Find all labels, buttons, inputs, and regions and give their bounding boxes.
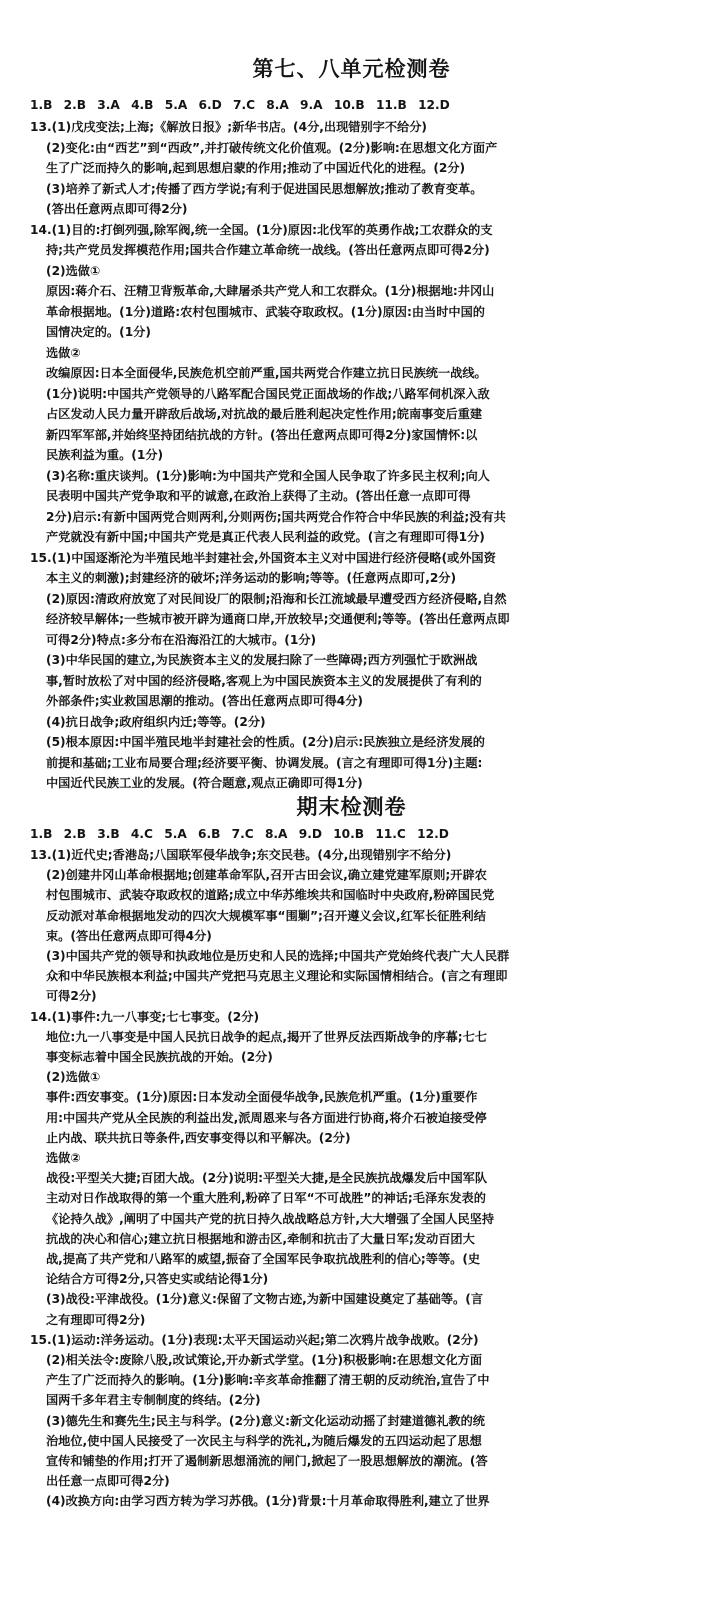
section-title-final-exam: 期末检测卷 xyxy=(296,795,407,819)
answer-line: 国情决定的。(1分) xyxy=(46,325,151,339)
answer-line: (3)培养了新式人才;传播了西方学说;有利于促进国民思想解放;推动了教育变革。 xyxy=(46,181,483,196)
answer-line: 束。(答出任意两点即可得4分) xyxy=(46,928,212,943)
answer-line: 产生了广泛而持久的影响。(1分)影响:辛亥革命推翻了清王朝的反动统治,宣告了中 xyxy=(46,1373,490,1388)
answer-line: (答出任意两点即可得2分) xyxy=(46,202,188,216)
answer-line: 战役:平型关大捷;百团大战。(2分)说明:平型关大捷,是全民族抗战爆发后中国军队 xyxy=(46,1171,488,1186)
answer-line: (2)选做① xyxy=(46,1070,101,1085)
answer-line: (3)中华民国的建立,为民族资本主义的发展扫除了一些障碍;西方列强忙于欧洲战 xyxy=(46,653,478,667)
answer-line: 事,暂时放松了对中国的经济侵略,客观上为中国民族资本主义的发展提供了有利的 xyxy=(46,673,482,688)
answer-line: 经济较早解体;一些城市被开辟为通商口岸,开放较早;交通便利;等等。(答出任意两点即 xyxy=(46,612,510,626)
answer-line: 主动对日作战取得的第一个重大胜利,粉碎了日军“不可战胜”的神话;毛泽东发表的 xyxy=(46,1191,486,1206)
answer-line: (3)战役:平津战役。(1分)意义:保留了文物古迹,为新中国建设奠定了基础等。(言 xyxy=(46,1292,483,1307)
answer-line: (1分)说明:中国共产党领导的八路军配合国民党正面战场的作战;八路军伺机深入敌 xyxy=(46,386,490,401)
answer-line: 外部条件;实业救国思潮的推动。(答出任意两点即可得4分) xyxy=(46,694,363,708)
section-title-unit-7-8: 第七、八单元检测卷 xyxy=(252,57,451,81)
answer-line: 占区发动人民力量开辟敌后战场,对抗战的最后胜利起决定性作用;皖南事变后重建 xyxy=(46,407,483,421)
answer-line: 国两千多年君主专制制度的终结。(2分) xyxy=(46,1393,261,1408)
answer-line: 生了广泛而持久的影响,起到思想启蒙的作用;推动了中国近代化的进程。(2分) xyxy=(46,161,466,175)
answer-line: 选做② xyxy=(46,345,81,360)
answer-line: 民族利益为重。(1分) xyxy=(46,448,164,462)
answer-line: 事件:西安事变。(1分)原因:日本发动全面侵华战争,民族危机严重。(1分)重要作 xyxy=(46,1090,478,1105)
answer-line: 战,提高了共产党和八路军的威望,振奋了全国军民争取抗战胜利的信心;等等。(史 xyxy=(46,1252,481,1266)
answer-line: (5)根本原因:中国半殖民地半封建社会的性质。(2分)启示:民族独立是经济发展的 xyxy=(46,735,485,749)
answer-line: 可得2分) xyxy=(46,989,97,1004)
answer-line: 选做② xyxy=(46,1151,81,1165)
answer-line: 出任意一点即可得2分) xyxy=(46,1474,170,1489)
answer-line: 民表明中国共产党争取和平的诚意,在政治上获得了主动。(答出任意一点即可得 xyxy=(46,489,471,503)
answer-line: 产党就没有新中国;中国共产党是真正代表人民利益的政党。(言之有理即可得1分) xyxy=(46,530,485,544)
answer-line: (2)选做① xyxy=(46,263,101,278)
answer-line: (2)相关法令:废除八股,改试策论,开办新式学堂。(1分)积极影响:在思想文化方面 xyxy=(46,1353,483,1367)
answer-line: 抗战的决心和信心;建立抗日根据地和游击区,牵制和抗击了大量日军;发动百团大 xyxy=(46,1231,475,1246)
answer-line: 改编原因:日本全面侵华,民族危机空前严重,国共两党合作建立抗日民族统一战线。 xyxy=(46,366,487,380)
answer-line: 可得2分)特点:多分布在沿海沿江的大城市。(1分) xyxy=(46,632,317,647)
answer-line: 止内战、联共抗日等条件,西安事变得以和平解决。(2分) xyxy=(46,1130,351,1145)
answer-line: 革命根据地。(1分)道路:农村包围城市、武装夺取政权。(1分)原因:由当时中国的 xyxy=(46,304,485,319)
answer-line: (4)改换方向:由学习西方转为学习苏俄。(1分)背景:十月革命取得胜利,建立了世界 xyxy=(46,1494,490,1509)
answer-line: 2分)启示:有新中国两党合则两利,分则两伤;国共两党合作符合中华民族的利益;没有共 xyxy=(46,509,506,524)
answer-line: 持;共产党员发挥模范作用;国共合作建立革命统一战线。(答出任意两点即可得2分) xyxy=(46,243,490,257)
answer-line: (4)抗日战争;政府组织内迁;等等。(2分) xyxy=(46,714,266,729)
answer-line: (3)名称:重庆谈判。(1分)影响:为中国共产党和全国人民争取了许多民主权利;向人 xyxy=(46,468,490,483)
answer-line: (3)德先生和赛先生;民主与科学。(2分)意义:新文化运动动摇了封建道德礼教的统 xyxy=(46,1413,485,1428)
answer-line: 用:中国共产党从全民族的利益出发,派周恩来与各方面进行协商,将介石被迫接受停 xyxy=(46,1110,487,1125)
answer-line: 《论持久战》,阐明了中国共产党的抗日持久战战略总方针,大大增强了全国人民坚持 xyxy=(46,1211,495,1226)
answer-line: 地位:九一八事变是中国人民抗日战争的起点,揭开了世界反法西斯战争的序幕;七七 xyxy=(46,1029,487,1044)
answer-line: (2)原因:清政府放宽了对民间设厂的限制;沿海和长江流域最早遭受西方经济侵略,自然 xyxy=(46,591,507,606)
answer-line: 13.(1)戊戌变法;上海;《解放日报》;新华书店。(4分,出现错别字不给分) xyxy=(30,120,427,134)
answer-line: 14.(1)事件:九一八事变;七七事变。(2分) xyxy=(30,1009,260,1024)
answer-line: 中国近代民族工业的发展。(符合题意,观点正确即可得1分) xyxy=(46,776,363,790)
answer-line: 宣传和铺垫的作用;打开了遏制新思想涌流的闸门,掀起了一股思想解放的潮流。(答 xyxy=(46,1454,488,1468)
answer-line: 村包围城市、武装夺取政权的道路;成立中华苏维埃共和国临时中央政府,粉碎国民党 xyxy=(46,888,495,903)
answer-line: 新四军军部,并始终坚持团结抗战的方针。(答出任意两点即可得2分)家国情怀:以 xyxy=(46,427,478,442)
answer-line: 14.(1)目的:打倒列强,除军阀,统一全国。(1分)原因:北伐军的英勇作战;工农群众的支 xyxy=(30,222,493,237)
answer-line: 15.(1)中国逐渐沦为半殖民地半封建社会,外国资本主义对中国进行经济侵略(或外国资 xyxy=(30,550,496,565)
answer-line: (2)变化:由“西艺”到“西政”,并打破传统文化价值观。(2分)影响:在思想文化方面产 xyxy=(46,140,498,155)
choice-answers-unit-7-8: 1.B 2.B 3.A 4.B 5.A 6.D 7.C 8.A 9.A 10.B 11.B 12.D xyxy=(30,98,450,112)
answer-line: (2)创建井冈山革命根据地;创建革命军队,召开古田会议,确立建党建军原则;开辟农 xyxy=(46,868,487,883)
answer-line: 治地位,使中国人民接受了一次民主与科学的洗礼,为随后爆发的五四运动起了思想 xyxy=(46,1433,482,1448)
answer-line: 反动派对革命根据地发动的四次大规模军事“围剿”;召开遵义会议,红军长征胜利结 xyxy=(46,908,486,923)
answer-line: 论结合方可得2分,只答史实或结论得1分) xyxy=(46,1272,269,1287)
answer-line: 原因:蒋介石、汪精卫背叛革命,大肆屠杀共产党人和工农群众。(1分)根据地:井冈山 xyxy=(46,284,495,298)
answer-line: 本主义的刺激);封建经济的破坏;洋务运动的影响;等等。(任意两点即可,2分) xyxy=(46,571,457,585)
answer-line: (3)中国共产党的领导和执政地位是历史和人民的选择;中国共产党始终代表广大人民群 xyxy=(46,949,510,963)
answer-line: 之有理即可得2分) xyxy=(46,1312,146,1327)
choice-answers-final-exam: 1.B 2.B 3.B 4.C 5.A 6.B 7.C 8.A 9.D 10.B 11.C 12.D xyxy=(30,827,449,841)
answer-line: 13.(1)近代史;香港岛;八国联军侵华战争;东交民巷。(4分,出现错别字不给分) xyxy=(30,848,452,862)
answer-line: 事变标志着中国全民族抗战的开始。(2分) xyxy=(46,1050,273,1064)
answer-line: 众和中华民族根本利益;中国共产党把马克思主义理论和实际国情相结合。(言之有理即 xyxy=(46,969,508,984)
answer-line: 15.(1)运动:洋务运动。(1分)表现:太平天国运动兴起;第二次鸦片战争战败。(2分) xyxy=(30,1332,479,1347)
answer-line: 前提和基础;工业布局要合理;经济要平衡、协调发展。(言之有理即可得1分)主题: xyxy=(46,755,483,770)
